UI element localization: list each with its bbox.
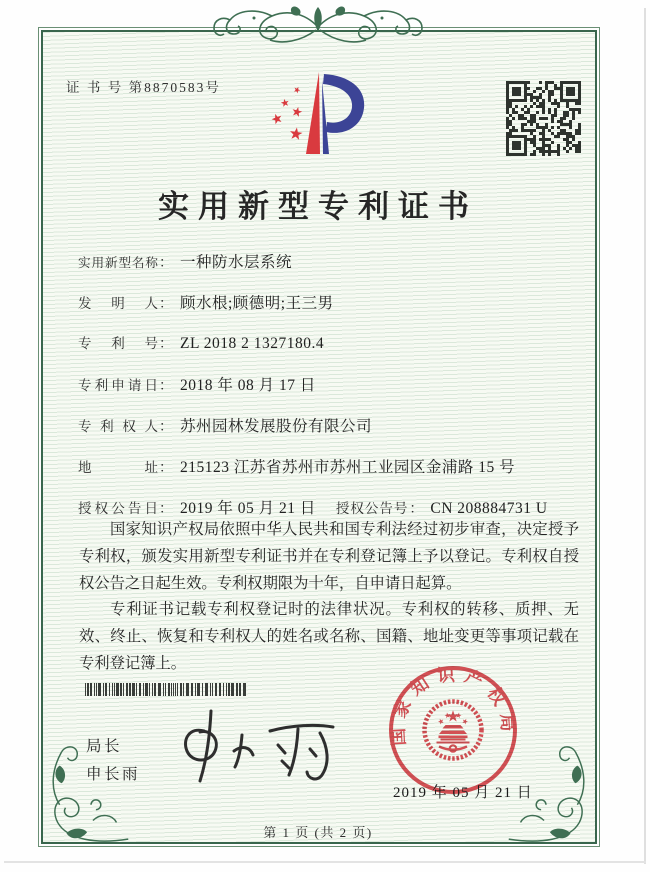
field-value: 215123 江苏省苏州市苏州工业园区金浦路 15 号 [180, 459, 516, 476]
field-value: ZL 2018 2 1327180.4 [180, 335, 325, 352]
field-colon: ： [159, 256, 173, 271]
field-label: 专利申请日 [78, 378, 158, 393]
seal-ring-text: 国家知识产权局 [387, 664, 519, 747]
field-label: 专利权人 [78, 419, 158, 434]
field-row-patentee [78, 414, 583, 455]
field-label: 地址 [78, 460, 158, 475]
field-label: 授权公告号 [335, 501, 409, 516]
grant-number-group [336, 497, 548, 518]
field-label: 授权公告日 [78, 501, 158, 516]
field-value: 2018 年 08 月 17 日 [180, 377, 316, 394]
field-row-filing-date [78, 373, 583, 414]
seal-date: 2019 年 05 月 21 日 [393, 785, 533, 801]
field-value: 2019 年 05 月 21 日 [180, 500, 316, 517]
page-edge-bottom [4, 861, 646, 863]
field-colon: ： [159, 337, 173, 352]
director-signature-icon [170, 705, 342, 789]
field-value: 一种防水层系统 [180, 254, 293, 271]
field-row-patent-number [78, 332, 583, 373]
field-label: 发明人 [78, 296, 158, 311]
field-value: 顾水根;顾德明;王三男 [180, 295, 334, 312]
legal-paragraph-2: 专利证书记载专利权登记时的法律状况。专利权的转移、质押、无效、终止、恢复和专利权人的姓名或名称、国籍、地址变更等事项记载在专利登记簿上。 [79, 601, 579, 672]
field-colon: ： [159, 502, 173, 517]
field-row-name [78, 250, 583, 291]
page-edge-right [644, 8, 646, 864]
field-colon: ： [159, 420, 173, 435]
field-colon: ： [159, 379, 173, 394]
cnipa-logo-icon [266, 70, 370, 158]
field-label: 专利号 [78, 336, 158, 351]
signatory-block [86, 733, 140, 789]
barcode [85, 683, 247, 696]
page-number: 第 1 页 (共 2 页) [263, 825, 373, 840]
field-colon: ： [159, 297, 173, 312]
scroll-ornament-top-icon [208, 4, 428, 50]
qr-code [506, 81, 581, 156]
national-emblem-icon [425, 702, 482, 759]
field-row-address [78, 455, 583, 496]
signatory-title: 局长 [86, 738, 123, 755]
field-colon: ： [159, 461, 173, 476]
legal-paragraph-1: 国家知识产权局依照中华人民共和国专利法经过初步审查，决定授予专利权，颁发实用新型专利证书并在专利登记簿上予以登记。专利权自授权公告之日起生效。专利权期限为十年，自申请日起算。 [79, 521, 579, 592]
certificate-title: 实用新型专利证书 [158, 189, 478, 224]
field-row-inventors [78, 291, 583, 332]
field-list [78, 250, 583, 537]
cnipa-red-seal-icon [384, 661, 522, 799]
certificate-number: 证 书 号 第8870583号 [66, 80, 221, 95]
signatory-name: 申长雨 [86, 766, 141, 783]
field-label: 实用新型名称 [78, 256, 158, 270]
legal-text [79, 517, 579, 678]
field-value: 苏州园林发展股份有限公司 [180, 418, 373, 435]
field-value: CN 208884731 U [430, 500, 548, 517]
field-colon: ： [409, 502, 424, 517]
